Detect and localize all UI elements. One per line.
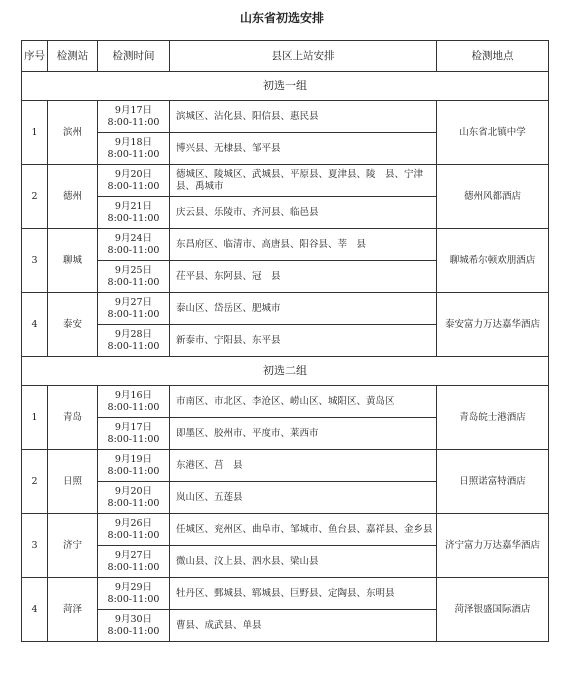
slot-date: 9月17日 [114, 104, 153, 116]
schedule-body [22, 72, 549, 642]
test-location: 山东省北镇中学 [437, 101, 549, 165]
county-list: 茌平县、东阿县、冠 县 [170, 261, 437, 293]
slot-hours: 8:00-11:00 [107, 433, 160, 445]
slot-date: 9月19日 [114, 453, 153, 465]
county-list: 泰山区、岱岳区、肥城市 [170, 293, 437, 325]
test-location: 日照诺富特酒店 [437, 450, 549, 514]
slot-hours: 8:00-11:00 [107, 212, 160, 224]
page-title: 山东省初选安排 [239, 11, 324, 25]
slot-hours: 8:00-11:00 [107, 148, 160, 160]
table-row [22, 293, 549, 325]
time-cell [98, 165, 170, 197]
header-index: 序号 [22, 41, 48, 72]
header-location: 检测地点 [437, 41, 549, 72]
slot-date: 9月29日 [114, 581, 153, 593]
slot-hours: 8:00-11:00 [107, 308, 160, 320]
row-index: 3 [22, 229, 48, 293]
county-list: 即墨区、胶州市、平度市、莱西市 [170, 418, 437, 450]
test-location: 德州风都酒店 [437, 165, 549, 229]
county-list: 东港区、莒 县 [170, 450, 437, 482]
time-cell [98, 514, 170, 546]
slot-hours: 8:00-11:00 [107, 401, 160, 413]
slot-date: 9月26日 [114, 517, 153, 529]
county-list: 庆云县、乐陵市、齐河县、临邑县 [170, 197, 437, 229]
slot-hours: 8:00-11:00 [107, 340, 160, 352]
row-index: 4 [22, 293, 48, 357]
station-name: 德州 [48, 165, 98, 229]
slot-date: 9月20日 [114, 485, 153, 497]
slot-hours: 8:00-11:00 [107, 244, 160, 256]
station-name: 滨州 [48, 101, 98, 165]
station-name: 泰安 [48, 293, 98, 357]
time-cell [98, 197, 170, 229]
group-header-row [22, 357, 549, 386]
header-row [22, 41, 549, 72]
county-list: 岚山区、五莲县 [170, 482, 437, 514]
slot-date: 9月24日 [114, 232, 153, 244]
test-location: 济宁富力万达嘉华酒店 [437, 514, 549, 578]
station-name: 济宁 [48, 514, 98, 578]
slot-hours: 8:00-11:00 [107, 625, 160, 637]
header-counties: 县区上站安排 [170, 41, 437, 72]
header-time: 检测时间 [98, 41, 170, 72]
test-location: 泰安富力万达嘉华酒店 [437, 293, 549, 357]
time-cell [98, 325, 170, 357]
row-index: 2 [22, 450, 48, 514]
time-cell [98, 482, 170, 514]
station-name: 日照 [48, 450, 98, 514]
county-list: 曹县、成武县、单县 [170, 610, 437, 642]
row-index: 3 [22, 514, 48, 578]
county-list: 博兴县、无棣县、邹平县 [170, 133, 437, 165]
county-list: 滨城区、沾化县、阳信县、惠民县 [170, 101, 437, 133]
row-index: 1 [22, 386, 48, 450]
slot-hours: 8:00-11:00 [107, 529, 160, 541]
time-cell [98, 133, 170, 165]
time-cell [98, 386, 170, 418]
table-row [22, 578, 549, 610]
time-cell [98, 546, 170, 578]
slot-hours: 8:00-11:00 [107, 593, 160, 605]
time-cell [98, 578, 170, 610]
schedule-table [21, 40, 549, 642]
slot-hours: 8:00-11:00 [107, 561, 160, 573]
slot-date: 9月27日 [114, 549, 153, 561]
county-list: 新泰市、宁阳县、东平县 [170, 325, 437, 357]
slot-date: 9月30日 [114, 613, 153, 625]
slot-hours: 8:00-11:00 [107, 276, 160, 288]
slot-date: 9月28日 [114, 328, 153, 340]
county-list: 市南区、市北区、李沧区、崂山区、城阳区、黄岛区 [170, 386, 437, 418]
slot-date: 9月20日 [114, 168, 153, 180]
station-name: 菏泽 [48, 578, 98, 642]
group-label: 初选二组 [22, 357, 549, 386]
county-list: 任城区、兖州区、曲阜市、邹城市、鱼台县、嘉祥县、金乡县 [170, 514, 437, 546]
county-list: 德城区、陵城区、武城县、平原县、夏津县、陵 县、宁津县、禹城市 [170, 165, 437, 197]
slot-date: 9月17日 [114, 421, 153, 433]
slot-date: 9月21日 [114, 200, 153, 212]
test-location: 菏泽银盛国际酒店 [437, 578, 549, 642]
county-list: 微山县、汶上县、泗水县、梁山县 [170, 546, 437, 578]
slot-hours: 8:00-11:00 [107, 497, 160, 509]
test-location: 青岛皖士港酒店 [437, 386, 549, 450]
station-name: 聊城 [48, 229, 98, 293]
time-cell [98, 293, 170, 325]
table-row [22, 229, 549, 261]
time-cell [98, 101, 170, 133]
county-list: 牡丹区、鄄城县、郓城县、巨野县、定陶县、东明县 [170, 578, 437, 610]
slot-hours: 8:00-11:00 [107, 465, 160, 477]
table-row [22, 165, 549, 197]
group-label: 初选一组 [22, 72, 549, 101]
table-row [22, 101, 549, 133]
slot-date: 9月16日 [114, 389, 153, 401]
slot-date: 9月27日 [114, 296, 153, 308]
county-list: 东昌府区、临清市、高唐县、阳谷县、莘 县 [170, 229, 437, 261]
row-index: 4 [22, 578, 48, 642]
slot-hours: 8:00-11:00 [107, 116, 160, 128]
row-index: 2 [22, 165, 48, 229]
station-name: 青岛 [48, 386, 98, 450]
table-row [22, 514, 549, 546]
time-cell [98, 418, 170, 450]
group-header-row [22, 72, 549, 101]
row-index: 1 [22, 101, 48, 165]
table-row [22, 450, 549, 482]
time-cell [98, 450, 170, 482]
time-cell [98, 610, 170, 642]
slot-date: 9月18日 [114, 136, 153, 148]
slot-hours: 8:00-11:00 [107, 180, 160, 192]
header-station: 检测站 [48, 41, 98, 72]
slot-date: 9月25日 [114, 264, 153, 276]
test-location: 聊城希尔顿欢朋酒店 [437, 229, 549, 293]
time-cell [98, 261, 170, 293]
time-cell [98, 229, 170, 261]
table-row [22, 386, 549, 418]
